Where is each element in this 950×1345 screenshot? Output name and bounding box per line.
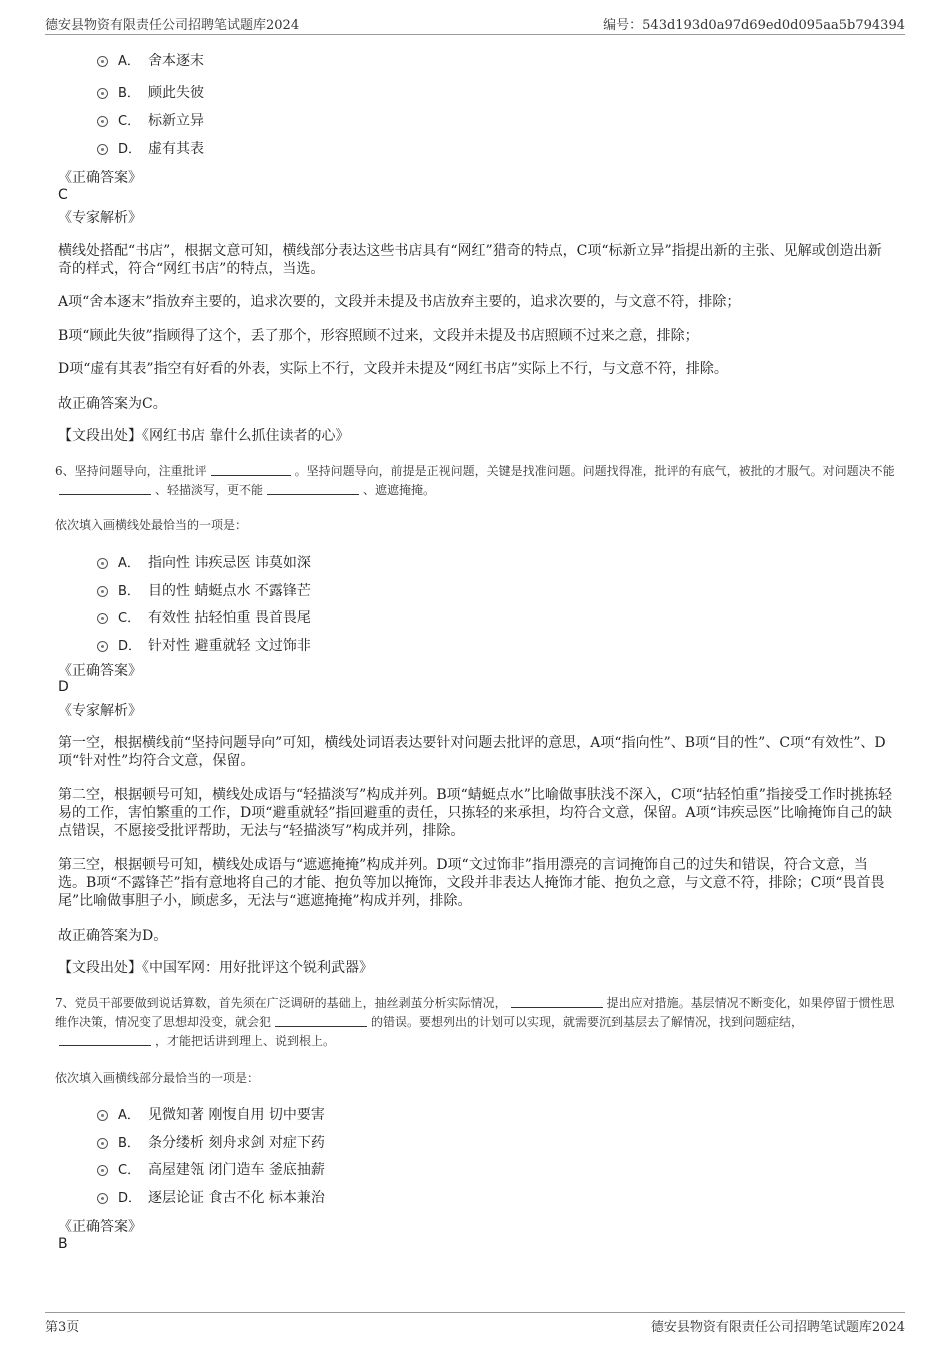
footer-title: 德安县物资有限责任公司招聘笔试题库2024 [650,1320,905,1335]
q5-analysis-p2: A项“舍本逐末”指放弃主要的，追求次要的，文段并未提及书店放弃主要的，追求次要的，与文意不符，排除； [58,294,741,310]
radio-icon[interactable] [97,1165,108,1176]
radio-icon[interactable] [97,558,108,569]
blank-3 [267,482,359,495]
q5-answer: C [58,187,68,203]
radio-icon[interactable] [97,88,108,99]
q7-stem: 7、党员干部要做到说话算数，首先须在广泛调研的基础上，抽丝剥茧分析实际情况， 提出应对措施。基层情况不断变化，如果停留于惯性思维作决策，情况变了思想却没变，就会犯 的错误。要想列出的计划可以实现，就需要沉到基层去了解情况，找到问题症结，，才能把话讲到理上、说到根上。 [55,996,895,1048]
radio-icon[interactable] [97,1110,108,1121]
radio-icon[interactable] [97,116,108,127]
q6-option-a[interactable]: A． 指向性 讳疾忌医 讳莫如深 [97,552,311,572]
radio-icon[interactable] [97,144,108,155]
blank-1 [211,463,291,476]
q5-option-b[interactable]: B． 顾此失彼 [97,82,204,102]
radio-icon[interactable] [97,586,108,597]
q5-option-a[interactable]: A． 舍本逐末 [97,50,204,70]
page-footer [45,1312,905,1335]
q5-option-d[interactable]: D． 虚有其表 [97,138,204,158]
q6-answer-label: 《正确答案》 [58,663,142,679]
page-header [45,14,905,35]
radio-icon[interactable] [97,56,108,67]
blank-2 [59,482,151,495]
blank-1 [511,995,603,1008]
q6-analysis-label: 《专家解析》 [58,703,142,719]
page-number: 第3页 [45,1320,80,1335]
q5-answer-label: 《正确答案》 [58,170,142,186]
radio-icon[interactable] [97,641,108,652]
q6-answer: D [58,679,69,695]
q5-analysis-conclusion: 故正确答案为C。 [58,396,167,412]
q6-option-b[interactable]: B． 目的性 蜻蜓点水 不露锋芒 [97,580,311,600]
q6-prompt: 依次填入画横线处最恰当的一项是： [55,518,248,532]
q7-answer: B [58,1236,68,1252]
q5-analysis-label: 《专家解析》 [58,210,142,226]
q6-analysis-conclusion: 故正确答案为D。 [58,928,168,944]
radio-icon[interactable] [97,613,108,624]
q6-analysis-p2: 第二空，根据顿号可知，横线处成语与“轻描淡写”构成并列。B项“蜻蜓点水”比喻做事肤浅不深入，C项“拈轻怕重”指接受工作时挑拣轻易的工作，害怕繁重的工作，D项“避重就轻”指回避重的责任，只拣轻的来承担，均符合文意，保留。A项“讳疾忌医”比喻掩饰自己的缺点错误，不愿接受批评帮助，无法与“轻描淡写”构成并列，排除。 [58,787,892,839]
q7-option-c[interactable]: C． 高屋建瓴 闭门造车 釜底抽薪 [97,1159,325,1179]
q5-option-c[interactable]: C． 标新立异 [97,110,204,130]
q6-option-d[interactable]: D． 针对性 避重就轻 文过饰非 [97,635,311,655]
q6-source: 【文段出处】《中国军网：用好批评这个锐利武器》 [58,960,373,976]
blank-2 [275,1014,367,1027]
q5-analysis-p3: B项“顾此失彼”指顾得了这个，丢了那个，形容照顾不过来，文段并未提及书店照顾不过来之意，排除； [58,328,699,344]
q7-option-d[interactable]: D． 逐层论证 食古不化 标本兼治 [97,1187,325,1207]
q7-option-b[interactable]: B． 条分缕析 刻舟求剑 对症下药 [97,1132,325,1152]
q5-source: 【文段出处】《网红书店 靠什么抓住读者的心》 [58,428,350,444]
radio-icon[interactable] [97,1193,108,1204]
q6-option-c[interactable]: C． 有效性 拈轻怕重 畏首畏尾 [97,607,311,627]
q5-analysis-p1: 横线处搭配“书店”，根据文意可知，横线部分表达这些书店具有“网红”猎奇的特点，C项“标新立异”指提出新的主张、见解或创造出新奇的样式，符合“网红书店”的特点，当选。 [58,243,882,277]
q7-answer-label: 《正确答案》 [58,1219,142,1235]
header-title: 德安县物资有限责任公司招聘笔试题库2024 [45,18,300,33]
q7-option-a[interactable]: A． 见微知著 刚愎自用 切中要害 [97,1104,325,1124]
q6-analysis-p3: 第三空，根据顿号可知，横线处成语与“遮遮掩掩”构成并列。D项“文过饰非”指用漂亮的言词掩饰自己的过失和错误，符合文意，当选。B项“不露锋芒”指有意地将自己的才能、抱负等加以掩饰，文段并非表达人掩饰才能、抱负之意，与文意不符，排除；C项“畏首畏尾”比喻做事胆子小，顾虑多，无法与“遮遮掩掩”构成并列，排除。 [58,857,885,909]
q5-analysis-p4: D项“虚有其表”指空有好看的外表，实际上不行，文段并未提及“网红书店”实际上不行，与文意不符，排除。 [58,361,728,377]
blank-3 [59,1033,151,1046]
radio-icon[interactable] [97,1138,108,1149]
q6-stem: 6、坚持问题导向，注重批评 。坚持问题导向，前提是正视问题，关键是找准问题。问题找得准，批评的有底气，被批的才服气。对问题决不能、轻描淡写，更不能 、遮遮掩掩。 [55,464,895,497]
q6-analysis-p1: 第一空，根据横线前“坚持问题导向”可知，横线处词语表达要针对问题去批评的意思，A项“指向性”、B项“目的性”、C项“有效性”、D项“针对性”均符合文意，保留。 [58,735,886,769]
document-id: 编号：543d193d0a97d69ed0d095aa5b794394 [603,18,905,33]
q7-prompt: 依次填入画横线部分最恰当的一项是： [55,1071,260,1085]
